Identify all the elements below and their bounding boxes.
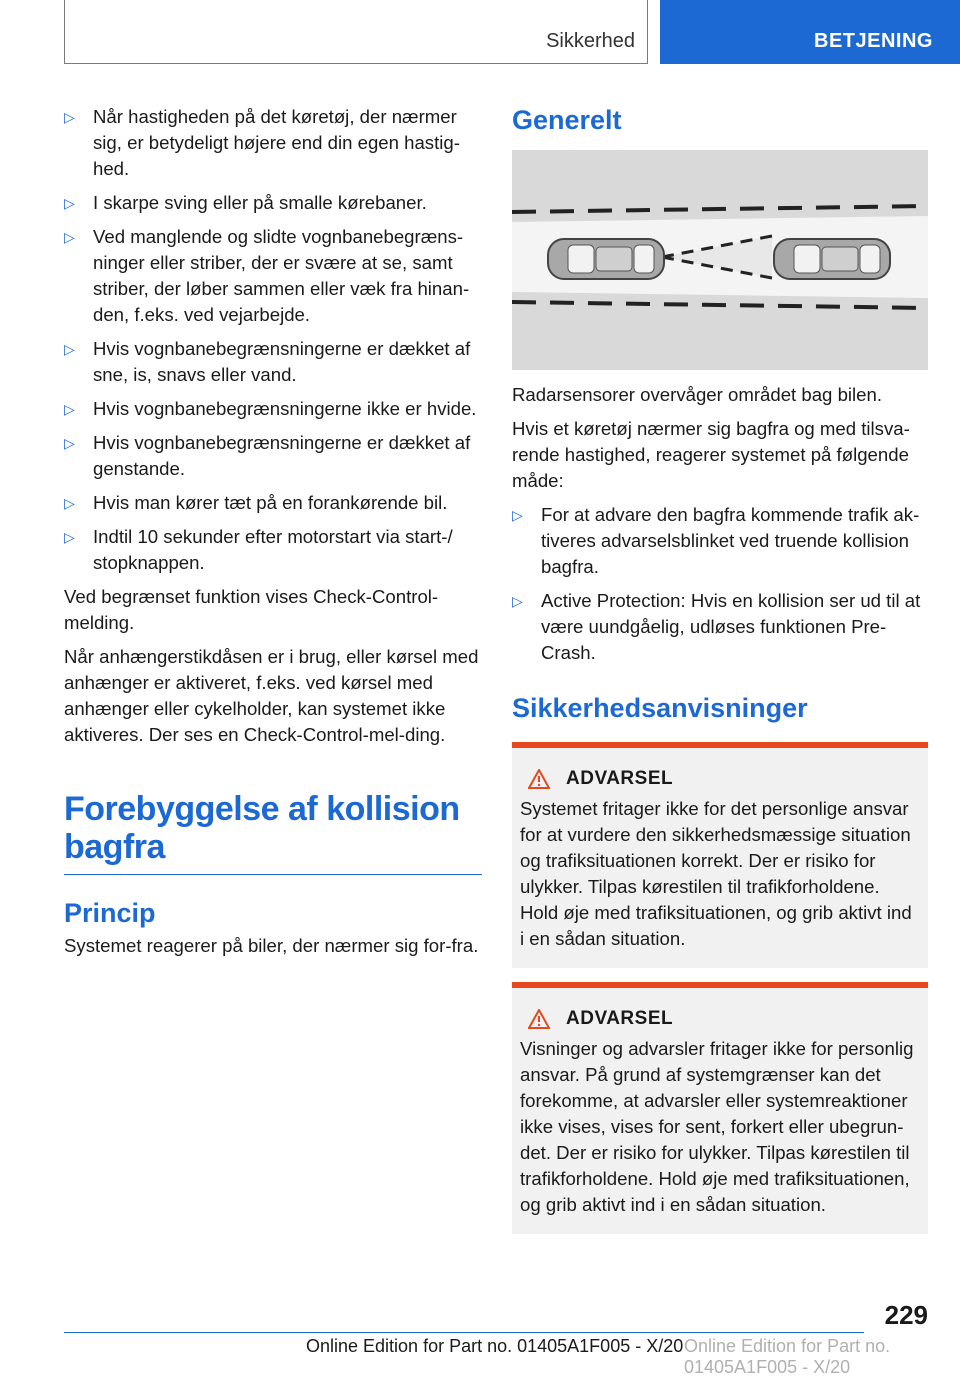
bullet-icon: ▷ xyxy=(64,435,75,451)
page-number: 229 xyxy=(884,1300,928,1330)
bullet-icon: ▷ xyxy=(64,109,75,125)
warning-triangle-icon xyxy=(528,769,550,789)
list-item: ▷ Hvis vognbanebegrænsningerne ikke er hvide. xyxy=(64,396,482,422)
bullet-icon: ▷ xyxy=(512,507,523,523)
warning-title: ADVARSEL xyxy=(566,1008,674,1029)
list-item: ▷ I skarpe sving eller på smalle kørebaner. xyxy=(64,190,482,216)
header-frame xyxy=(64,0,648,64)
section-title: Sikkerhed xyxy=(546,30,635,52)
car-rear-icon xyxy=(774,239,890,279)
warning-text: Visninger og advarsler fritager ikke for personlig ansvar. På grund af systemgrænser kan det forekomme, at advarsler eller systemreaktioner ikke vises, vises for sent, forkert eller ubegrun-det. Der er risiko for ulykker. Tilpas kørestilen til trafikforholdene. Hold øje med trafiksituationen, og grib aktivt ind i en sådan situation. xyxy=(520,1038,914,1215)
list-item: ▷ For at advare den bagfra kommende trafik ak-tiveres advarselsblinket ved truende kollision bagfra. xyxy=(512,504,920,577)
list-item: ▷ Når hastigheden på det køretøj, der nærmer sig, er betydeligt højere end din egen hastig-hed. xyxy=(64,106,460,179)
chapter-heading: Forebyggelse af kollision bagfra xyxy=(64,790,482,875)
list-item: ▷ Hvis vognbanebegrænsningerne er dækket af sne, is, snavs eller vand. xyxy=(64,338,471,385)
warning-triangle-icon xyxy=(528,1009,550,1029)
two-cars-radar-diagram xyxy=(512,150,928,370)
warning-title: ADVARSEL xyxy=(566,768,674,789)
footer-watermark: Online Edition for Part no. 01405A1F005 - X/20 xyxy=(684,1336,891,1377)
warning-box xyxy=(512,982,928,1234)
list-item: ▷ Hvis vognbanebegrænsningerne er dækket af genstande. xyxy=(64,432,471,479)
radar-illustration xyxy=(512,150,928,370)
warning-box xyxy=(512,742,928,968)
footer-edition: Online Edition for Part no. 01405A1F005 - X/20 xyxy=(306,1336,684,1356)
bullet-icon: ▷ xyxy=(64,341,75,357)
approach-paragraph: Hvis et køretøj nærmer sig bagfra og med tilsva-rende hastighed, reagerer systemet på følgende måde: xyxy=(512,418,910,491)
bullet-icon: ▷ xyxy=(64,229,75,245)
list-item: ▷ Active Protection: Hvis en kollision ser ud til at være uundgåelig, udløses funktionen Pre-Crash. xyxy=(512,590,921,663)
left-column xyxy=(64,104,482,967)
check-control-paragraph: Ved begrænset funktion vises Check-Control-melding. xyxy=(64,586,439,633)
principle-heading: Princip xyxy=(64,898,156,928)
list-item: ▷ Ved manglende og slidte vognbanebegræns-ninger eller striber, der er svære at se, samt striber, der løber sammen eller væk fra hinan-den, f.eks. ved vejarbejde. xyxy=(64,226,470,325)
chapter-tab-label: BETJENING xyxy=(814,30,933,52)
footer-divider xyxy=(64,1332,864,1333)
warning-text: Systemet fritager ikke for det personlige ansvar for at vurdere den sikkerhedsmæssige situation og trafiksituationen korrekt. Der er risiko for ulykker. Tilpas kørestilen til trafikforholdene. Hold øje med trafiksituationen, og grib aktivt ind i en sådan situation. xyxy=(520,798,912,949)
chapter-tab xyxy=(660,0,960,64)
illustration-caption: Radarsensorer overvåger området bag bilen. xyxy=(512,384,883,405)
list-item: ▷ Hvis man kører tæt på en forankørende bil. xyxy=(64,490,482,516)
bullet-icon: ▷ xyxy=(64,495,75,511)
car-front-icon xyxy=(548,239,664,279)
warning-header xyxy=(520,766,920,792)
principle-paragraph: Systemet reagerer på biler, der nærmer sig for-fra. xyxy=(64,935,479,956)
limitations-list xyxy=(64,104,482,576)
bullet-icon: ▷ xyxy=(512,593,523,609)
right-column xyxy=(512,104,928,1248)
trailer-paragraph: Når anhængerstikdåsen er i brug, eller kørsel med anhænger er aktiveret, f.eks. ved kørsel med anhænger eller cykelholder, kan systemet ikke aktiveres. Der ses en Check-Control-mel-ding. xyxy=(64,646,479,745)
bullet-icon: ▷ xyxy=(64,529,75,545)
bullet-icon: ▷ xyxy=(64,195,75,211)
list-item: ▷ Indtil 10 sekunder efter motorstart via start-/ stopknappen. xyxy=(64,526,453,573)
warning-header xyxy=(520,1006,920,1032)
general-heading: Generelt xyxy=(512,105,622,135)
safety-heading: Sikkerhedsanvisninger xyxy=(512,693,808,723)
bullet-icon: ▷ xyxy=(64,401,75,417)
reaction-list xyxy=(512,502,928,666)
